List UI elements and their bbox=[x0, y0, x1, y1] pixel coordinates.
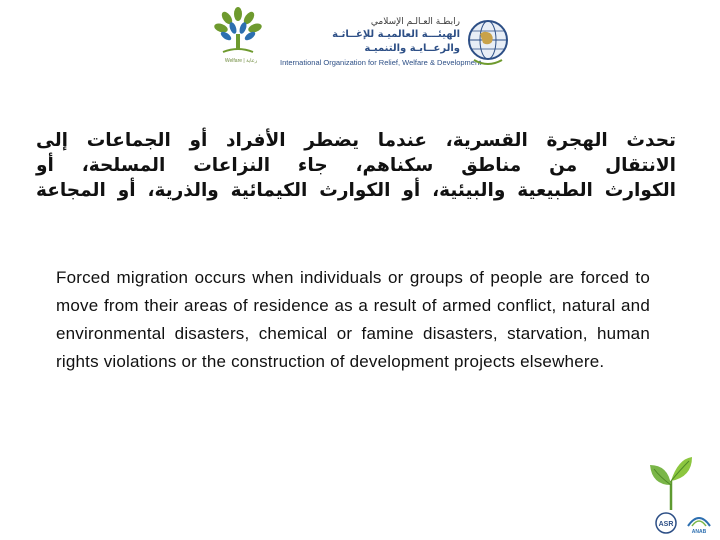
organization-name bbox=[280, 16, 482, 68]
org-name-english: International Organization for Relief, Welfare & Development bbox=[280, 58, 482, 67]
asr-certification-logo bbox=[655, 512, 677, 534]
globe-emblem-logo-icon bbox=[466, 18, 510, 68]
sprout-icon bbox=[648, 455, 694, 510]
header bbox=[0, 0, 720, 100]
arabic-line-3: الكوارث الطبيعية والبيئية، أو الكوارث الكيمائية والذرية، أو المجاعة bbox=[36, 180, 676, 201]
english-paragraph: Forced migration occurs when individuals or groups of people are forced to move from their areas of residence as a result of armed conflict, natural and environmental disasters, chemical or famine disasters, starvation, human rights violations or the construction of development projects elsewhere. bbox=[56, 268, 650, 371]
anab-label: ANAB bbox=[691, 529, 707, 535]
org-name-arabic-line1: رابطـة العـالـم الإسلامي bbox=[370, 17, 460, 27]
asr-label: ASR bbox=[658, 521, 674, 528]
org-name-arabic-line2: الهيئـــة العالميـة للإغــاثـة والرعــايـة والتنميـة bbox=[332, 29, 460, 54]
arabic-paragraph bbox=[36, 128, 676, 203]
arabic-line-1: تحدث الهجرة القسرية، عندما يضطر الأفراد أو الجماعات إلى bbox=[36, 130, 676, 151]
arabic-line-2: الانتقال من مناطق سكناهم، جاء النزاعات المسلحة، أو bbox=[36, 155, 676, 176]
anab-certification-logo bbox=[684, 508, 714, 536]
leaf-logo-caption: Welfare | رعاية bbox=[224, 58, 258, 64]
